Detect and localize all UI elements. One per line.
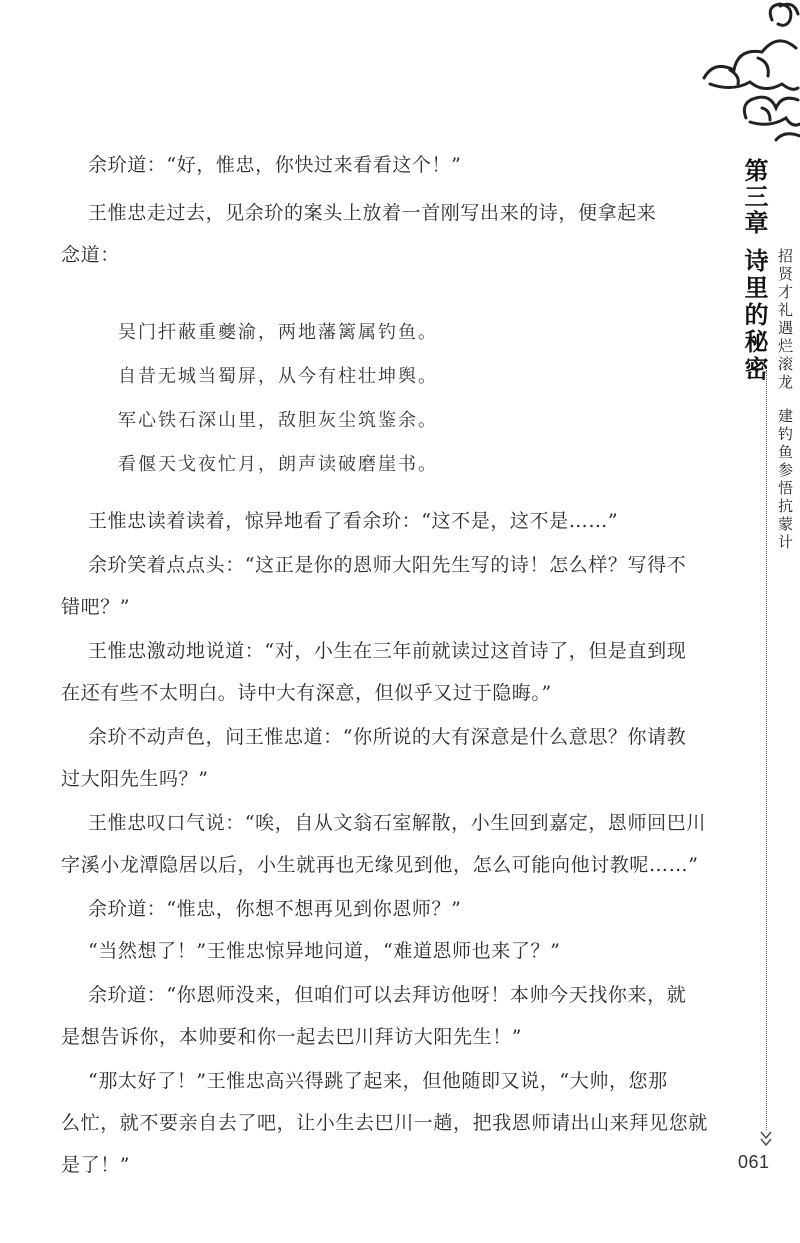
paragraph-line: 过大阳先生吗？” bbox=[61, 768, 209, 790]
poem-line: 吴门扞蔽重夔渝，两地藩篱属钓鱼。 bbox=[118, 322, 438, 343]
double-chevron-down-icon bbox=[759, 1130, 773, 1152]
paragraph-line: “那太好了！”王惟忠高兴得跳了起来，但他随即又说，“大帅，您那 bbox=[88, 1070, 668, 1092]
paragraph-line: 余玠道：“好，惟忠，你快过来看看这个！” bbox=[88, 154, 462, 176]
margin-dotted-rule bbox=[766, 370, 767, 1130]
page-number: 061 bbox=[738, 1152, 770, 1172]
cloud-ornament-icon bbox=[700, 0, 800, 160]
paragraph-line: “当然想了！”王惟忠惊异地问道，“难道恩师也来了？” bbox=[88, 940, 561, 962]
poem-line: 看偃天戈夜忙月，朗声读破磨崖书。 bbox=[118, 454, 438, 475]
paragraph-line: 余玠笑着点点头：“这正是你的恩师大阳先生写的诗！怎么样？写得不 bbox=[88, 554, 687, 576]
paragraph-line: 字溪小龙潭隐居以后，小生就再也无缘见到他，怎么可能向他讨教呢……” bbox=[61, 854, 699, 876]
paragraph-line: 王惟忠叹口气说：“唉，自从文翁石室解散，小生回到嘉定，恩师回巴川 bbox=[88, 812, 706, 834]
poem-line: 军心铁石深山里，敌胆灰尘筑鉴余。 bbox=[118, 410, 438, 431]
paragraph-line: 是了！” bbox=[61, 1154, 131, 1176]
paragraph-line: 王惟忠读着读着，惊异地看了看余玠：“这不是，这不是……” bbox=[88, 510, 619, 532]
paragraph-line: 余玠道：“惟忠，你想不想再见到你恩师？” bbox=[88, 898, 462, 920]
chapter-subtitle-line2: 建钓鱼参悟抗蒙计 bbox=[776, 408, 794, 552]
paragraph-line: 是想告诉你，本帅要和你一起去巴川拜访大阳先生！” bbox=[61, 1026, 523, 1048]
paragraph-line: 么忙，就不要亲自去了吧，让小生去巴川一趟，把我恩师请出山来拜见您就 bbox=[61, 1112, 708, 1134]
paragraph-line: 王惟忠激动地说道：“对，小生在三年前就读过这首诗了，但是直到现 bbox=[88, 640, 687, 662]
poem-line: 自昔无城当蜀屏，从今有柱壮坤舆。 bbox=[118, 366, 438, 387]
paragraph-line: 王惟忠走过去，见余玠的案头上放着一首刚写出来的诗，便拿起来 bbox=[88, 202, 657, 224]
paragraph-line: 余玠不动声色，问王惟忠道：“你所说的大有深意是什么意思？你请教 bbox=[88, 726, 687, 748]
chapter-subtitle bbox=[776, 248, 796, 668]
chapter-label: 第三章 bbox=[740, 158, 769, 236]
chapter-title: 诗里的秘密 bbox=[740, 248, 769, 383]
paragraph-line: 念道： bbox=[61, 244, 120, 266]
paragraph-line: 在还有些不太明白。诗中大有深意，但似乎又过于隐晦。” bbox=[61, 682, 552, 704]
paragraph-line: 错吧？” bbox=[61, 596, 131, 618]
chapter-subtitle-line1: 招贤才礼遇烂滚龙 bbox=[776, 248, 794, 392]
paragraph-line: 余玠道：“你恩师没来，但咱们可以去拜访他呀！本帅今天找你来，就 bbox=[88, 984, 687, 1006]
